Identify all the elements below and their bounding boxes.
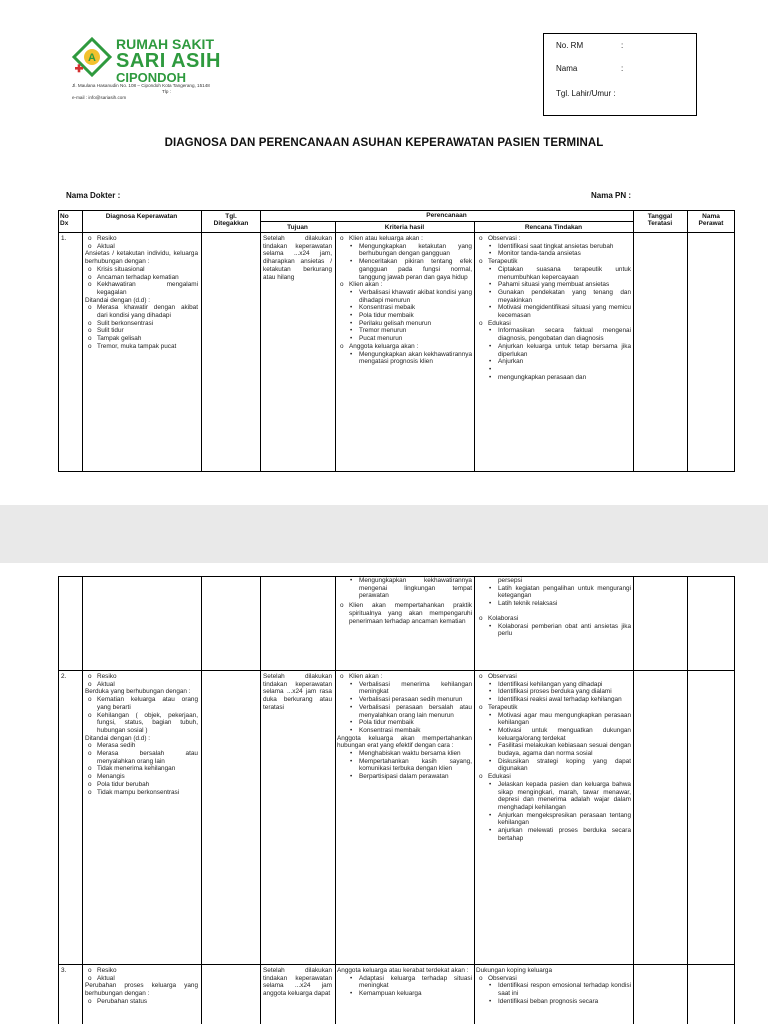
kriteria-item: • Adaptasi keluarga terhadap situasi meningkat (337, 975, 472, 990)
kriteria-item: • Verbalisasi menerima kehilangan meningkat (337, 681, 472, 696)
rencana-item: • Fasilitasi melakukan kebiasaan sesuai dengan budaya, agama dan norma sosial (476, 742, 631, 757)
page-1 (0, 0, 768, 505)
rencana-group: o Terapeutik (476, 704, 631, 712)
rencana-item: • Identifikasi kehilangan yang dihadapi (476, 681, 631, 689)
rencana-item: • Anjurkan (476, 358, 631, 366)
rencana-item: • Motivasi mengidentifikasi situasi yang memicu kecemasan (476, 304, 631, 319)
kriteria-item: • Verbalisasi khawatir akibat kondisi yang dihadapi menurun (337, 289, 472, 304)
header-no-dx: No Dx (60, 213, 69, 227)
kriteria-item: • Verbalisasi perasaan bersalah atau menyalahkan orang lain menurun (337, 704, 472, 719)
ditandai-label: Ditandai dengan (d.d) : (85, 734, 151, 742)
rencana-cell (476, 967, 631, 1006)
ditandai-item: o Tremor, muka tampak pucat (85, 343, 198, 351)
rencana-item: • Gunakan pendekatan yang tenang dan meyakinkan (476, 289, 631, 304)
hospital-name-line1: RUMAH SAKIT (116, 36, 214, 52)
rencana-item: • Identifikasi reaksi awal terhadap kehilangan (476, 696, 631, 704)
rencana-item: • Latih kegiatan pengalihan untuk mengurangi ketegangan (476, 585, 631, 600)
kriteria-item: • Berpartisipasi dalam perawatan (337, 773, 472, 781)
no-rm-colon: : (621, 41, 624, 50)
rencana-item: • Monitor tanda-tanda ansietas (476, 250, 631, 258)
rencana-group: o Kolaborasi (476, 615, 631, 623)
kriteria-cell-cont (337, 577, 472, 625)
rencana-item: • Latih teknik relaksasi (476, 600, 631, 608)
ditandai-item: o Menangis (85, 773, 198, 781)
rencana-item: • mengungkapkan perasaan dan (476, 374, 631, 382)
kriteria-item: • Tremor menurun (337, 327, 472, 335)
nama-dokter-label: Nama Dokter : (66, 191, 121, 200)
ditandai-item: o Sulit tidur (85, 327, 198, 335)
tgl-lahir-label: Tgl. Lahir/Umur : (556, 89, 616, 98)
rencana-item: • Diskusikan strategi koping yang dapat digunakan (476, 758, 631, 773)
header-rencana: Rencana Tindakan (524, 224, 583, 231)
rencana-cell-cont (476, 577, 631, 638)
rencana-item: • Identifikasi saat tingkat ansietas berubah (476, 243, 631, 251)
ditandai-item: o Sulit berkonsentrasi (85, 320, 198, 328)
kriteria-item: • Mengungkapkan kekhawatirannya mengenai lingkungan tempat perawatan (337, 577, 472, 600)
ditandai-item: o Pola tidur berubah (85, 781, 198, 789)
rencana-continued-text: persepsi (498, 577, 523, 584)
header-perencanaan: Perencanaan (426, 212, 467, 219)
page-2 (0, 563, 768, 1024)
ditandai-item: o Tampak gelisah (85, 335, 198, 343)
ditandai-item: o Merasa khawatir dengan akibat dari kondisi yang dihadapi (85, 304, 198, 319)
row-number: 2. (61, 673, 67, 680)
rencana-item: • Motivasi agar mau mengungkapkan perasaan kehilangan (476, 712, 631, 727)
rencana-text: Dukungan koping keluarga (476, 967, 553, 974)
diagnosa-option: o Resiko (85, 235, 198, 243)
kriteria-group: o Klien akan : (337, 673, 472, 681)
diagnosa-option: o Resiko (85, 967, 198, 975)
diagnosa-text: Ansietas / ketakutan individu, keluarga berhubungan dengan : (85, 250, 198, 266)
tujuan-cell: Setelah dilakukan tindakan keperawatan selama ...x24 jam anggota keluarga dapat (263, 967, 332, 998)
no-rm-label: No. RM (556, 41, 584, 50)
kriteria-item: • Menceritakan pikiran tentang efek gangguan pada fungsi normal, tanggung jawab peran dan gaya hidup (337, 258, 472, 281)
rencana-item: • Identifikasi beban prognosis secara (476, 998, 631, 1006)
tujuan-cell: Setelah dilakukan tindakan keperawatan selama ...x24 jam rasa duka berkurang atau teratasi (263, 673, 332, 711)
rencana-item: • anjurkan melewati proses berduka secara bertahap (476, 827, 631, 842)
patient-id-box (543, 33, 697, 116)
diagnosa-option: o Aktual (85, 243, 198, 251)
nama-label: Nama (556, 64, 578, 73)
rencana-item: • Anjurkan keluarga untuk tetap bersama jika diperlukan (476, 343, 631, 358)
nama-pn-label: Nama PN : (591, 191, 632, 200)
diagnosa-item: o Perubahan status (85, 998, 198, 1006)
rencana-item: • Informasikan secara faktual mengenai diagnosis, pengobatan dan diagnosis (476, 327, 631, 342)
header-tujuan: Tujuan (287, 224, 308, 231)
email-line: e-mail : info@sariasih.com (72, 95, 127, 100)
rencana-item: • Anjurkan mengekspresikan perasaan tentang kehilangan (476, 812, 631, 827)
hospital-address (72, 83, 222, 101)
diagnosa-option: o Aktual (85, 975, 198, 983)
kriteria-item: • Mengungkapkan akan kekhawatirannya mengatasi prognosis klien (337, 351, 472, 366)
ditandai-item: o Merasa sedih (85, 742, 198, 750)
rencana-group: o Observasi (476, 673, 631, 681)
diagnosa-cell (85, 967, 198, 1006)
diagnosa-cell (85, 235, 198, 351)
diagnosa-item: o Kehilangan ( objek, pekerjaan, fungsi, status, bagian tubuh, hubungan sosial ) (85, 712, 198, 735)
rencana-item: • Ciptakan suasana terapeutik untuk menumbuhkan kepercayaan (476, 266, 631, 281)
ditandai-item: o Tidak mampu berkonsentrasi (85, 789, 198, 797)
hospital-name-line2: SARI ASIH (116, 50, 221, 72)
ditandai-item: o Merasa bersalah atau menyalahkan orang lain (85, 750, 198, 765)
diagnosa-text: Perubahan proses keluarga yang berhubungan dengan : (85, 982, 198, 998)
nama-colon: : (621, 64, 624, 73)
kriteria-item: • Menghabiskan waktu bersama klien (337, 750, 472, 758)
rencana-cell (476, 673, 631, 842)
header-tanggal-teratasi: Tanggal Teratasi (647, 213, 673, 227)
kriteria-text: Anggota keluarga akan mempertahankan hubungan erat yang efektif dengan cara : (337, 734, 472, 750)
phone-line: Tlp : (162, 89, 171, 94)
kriteria-item: • Verbalisasi perasaan sedih menurun (337, 696, 472, 704)
rencana-group: o Terapeutik (476, 258, 631, 266)
diagnosa-item: o Ancaman terhadap kematian (85, 274, 198, 282)
diagnosa-option: o Aktual (85, 681, 198, 689)
kriteria-item: • Mengungkapkan ketakutan yang berhubungan dengan gangguan (337, 243, 472, 258)
rencana-group: o Observasi : (476, 235, 631, 243)
tujuan-cell: Setelah dilakukan tindakan keperawatan selama ...x24 jam, diharapkan ansietas / ketakutan berkurang atau hilang (263, 235, 332, 281)
kriteria-item: • Kemampuan keluarga (337, 990, 472, 998)
kriteria-text: Anggota keluarga atau kerabat terdekat akan : (337, 967, 469, 974)
diagnosa-item: o Kematian keluarga atau orang yang berarti (85, 696, 198, 711)
rencana-item: • Pahami situasi yang membuat ansietas (476, 281, 631, 289)
diagnosa-item: o Kekhawatiran mengalami kegagalan (85, 281, 198, 296)
kriteria-item: • Konsentrasi membaik (337, 727, 472, 735)
rencana-group: o Observasi (476, 975, 631, 983)
care-plan-table-continued (58, 576, 735, 1024)
kriteria-item: • Pola tidur membaik (337, 719, 472, 727)
kriteria-item: • Mempertahankan kasih sayang, komunikasi terbuka dengan klien (337, 758, 472, 773)
kriteria-item: • Pucat menurun (337, 335, 472, 343)
kriteria-group: o Klien atau keluarga akan : (337, 235, 472, 243)
rencana-group: o Edukasi (476, 320, 631, 328)
kriteria-item: • Perilaku gelisah menurun (337, 320, 472, 328)
diagnosa-item: o Krisis situasional (85, 266, 198, 274)
kriteria-cell (337, 673, 472, 781)
rencana-cell (476, 235, 631, 381)
header-tgl-ditegakkan: Tgl. Ditegakkan (213, 213, 249, 227)
diagnosa-text: Berduka yang berhubungan dengan : (85, 688, 191, 696)
rencana-item: • Identifikasi respon emosional terhadap kondisi saat ini (476, 982, 631, 997)
hospital-name (116, 37, 221, 84)
rencana-item (476, 366, 631, 374)
svg-text:A: A (88, 52, 96, 64)
row-number: 1. (61, 235, 67, 242)
hospital-emblem-icon (70, 37, 114, 77)
kriteria-item: • Konsentrasi mebaik (337, 304, 472, 312)
rencana-item: • Kolaborasi pemberian obat anti ansietas jika perlu (476, 623, 631, 638)
kriteria-cell (337, 967, 472, 998)
document-title: DIAGNOSA DAN PERENCANAAN ASUHAN KEPERAWATAN PASIEN TERMINAL (164, 137, 604, 149)
rencana-item: • Jelaskan kepada pasien dan keluarga bahwa sikap mengingkari, marah, tawar menawar, depresi dan menerima adalah wajar dalam menghadapi kehilangan (476, 781, 631, 812)
kriteria-cell (337, 235, 472, 366)
ditandai-label: Ditandai dengan (d.d) : (85, 296, 151, 304)
address-line: Jl. Maulana Hasanudin No. 108 – Cipondoh Kota Tangerang, 15148 (72, 83, 210, 88)
kriteria-item: • Pola tidur membaik (337, 312, 472, 320)
rencana-item: • Motivasi untuk menguatkan dukungan keluarga/orang terdekat (476, 727, 631, 742)
rencana-item: • Identifikasi proses berduka yang dialami (476, 688, 631, 696)
care-plan-table (58, 210, 735, 472)
header-diagnosa: Diagnosa Keperawatan (105, 213, 178, 220)
header-nama-perawat: Nama Perawat (698, 213, 724, 227)
rencana-group: o Edukasi (476, 773, 631, 781)
header-kriteria: Kriteria hasil (384, 224, 425, 231)
diagnosa-option: o Resiko (85, 673, 198, 681)
ditandai-item: o Tidak menerima kehilangan (85, 765, 198, 773)
kriteria-group: o Anggota keluarga akan : (337, 343, 472, 351)
hospital-name-line3: CIPONDOH (116, 70, 187, 85)
diagnosa-cell (85, 673, 198, 796)
kriteria-group: o Klien akan mempertahankan praktik spiritualnya yang akan mempengaruhi penerimaan terhadap ancaman kematian (337, 602, 472, 625)
kriteria-group: o Klien akan : (337, 281, 472, 289)
row-number: 3. (61, 967, 67, 974)
